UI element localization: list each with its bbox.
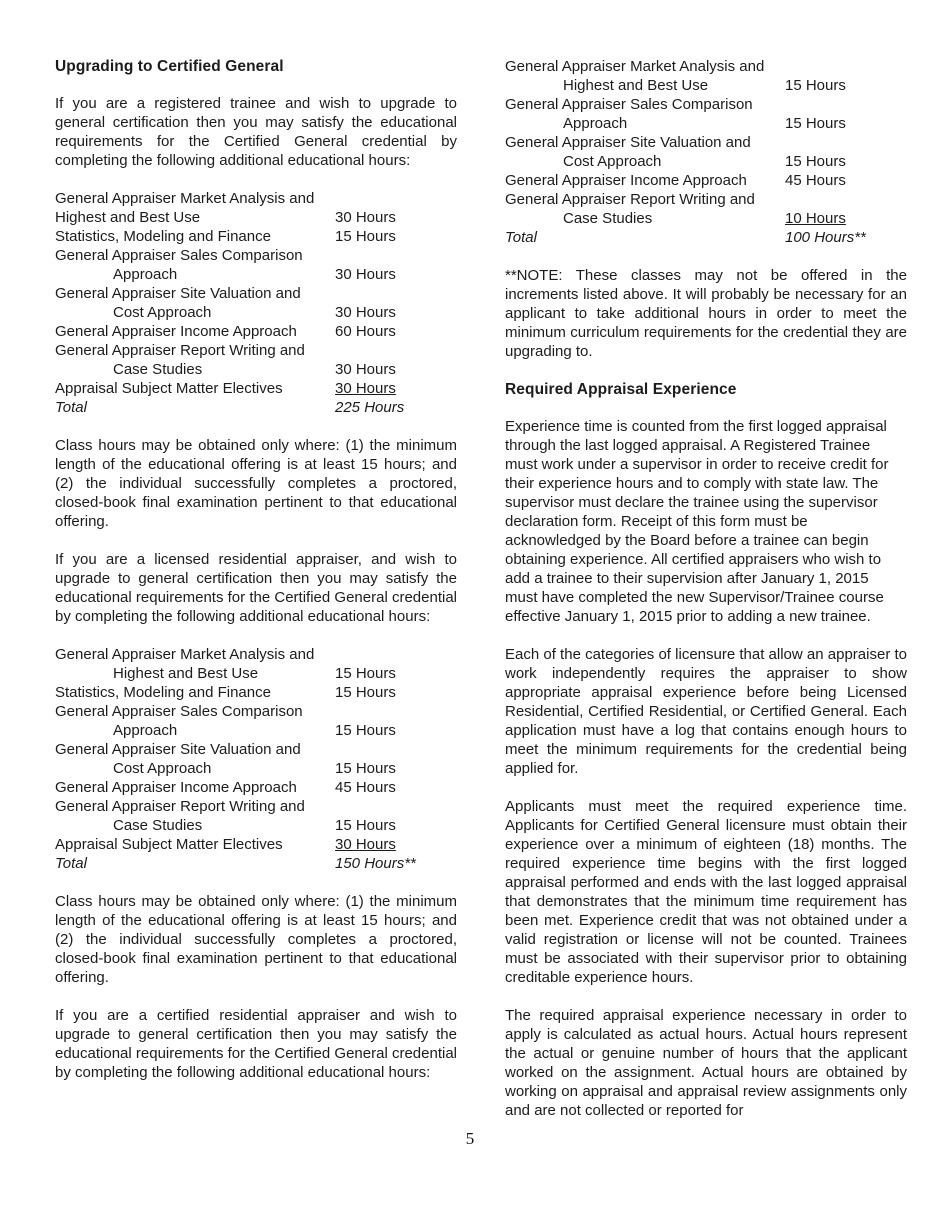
course-label: General Appraiser Market Analysis and [505,58,765,75]
course-hours: 30 Hours [335,266,396,283]
hours-row [55,816,457,835]
course-label: General Appraiser Report Writing and [55,342,305,359]
course-label: Cost Approach [563,153,662,170]
course-hours: 60 Hours [335,323,396,340]
course-hours: 15 Hours [335,817,396,834]
course-hours: 15 Hours [335,665,396,682]
hours-row [505,133,907,152]
hours-row [55,227,457,246]
hours-row [55,341,457,360]
course-hours: 30 Hours [335,380,396,397]
section-heading: Upgrading to Certified General [55,58,284,75]
body-paragraph: Class hours may be obtained only where: (1) the minimum length of the educational offering is at least 15 hours; and (2) the individual successfully completes a proctored, closed-book final examination pertinent to that educational offering. [55,437,457,530]
hours-row [55,208,457,227]
body-paragraph: Experience time is counted from the first logged appraisal through the last logged appraisal. A Registered Trainee must work under a supervisor in order to receive credit for their experience hours and to comply with state law. The supervisor must declare the trainee using the supervisor declaration form. Receipt of this form must be acknowledged by the Board before a trainee can begin obtaining experience. All certified appraisers who wish to add a trainee to their supervision after January 1, 2015 must have completed the new Supervisor/Trainee course effective January 1, 2015 prior to adding a new trainee. [505,418,889,625]
course-label: Highest and Best Use [563,77,709,94]
hours-row [55,683,457,702]
course-hours: 30 Hours [335,361,396,378]
course-label: Total [55,855,87,872]
hours-row [55,645,457,664]
hours-row [505,190,907,209]
hours-row [55,360,457,379]
hours-table [505,57,907,247]
course-label: Case Studies [113,361,203,378]
hours-row [55,398,457,417]
course-label: General Appraiser Market Analysis and [55,646,315,663]
hours-row [55,322,457,341]
hours-row [505,57,907,76]
body-paragraph: If you are a licensed residential appraiser, and wish to upgrade to general certification then you may satisfy the educational requirements for the Certified General credential by completing the following additional educational hours: [55,551,457,625]
course-label: Total [55,399,87,416]
page-number: 5 [465,1129,475,1148]
hours-row [55,664,457,683]
hours-row [505,209,907,228]
course-hours: 45 Hours [335,779,396,796]
hours-row [55,797,457,816]
hours-row [55,835,457,854]
course-label: General Appraiser Site Valuation and [505,134,751,151]
course-label: General Appraiser Sales Comparison [55,247,303,264]
course-label: General Appraiser Sales Comparison [55,703,303,720]
course-hours: 15 Hours [335,722,396,739]
course-hours: 45 Hours [785,172,846,189]
hours-table [55,645,457,873]
hours-row [55,759,457,778]
hours-row [55,284,457,303]
course-hours: 150 Hours** [335,855,416,872]
course-label: General Appraiser Income Approach [55,323,297,340]
course-hours: 225 Hours [335,399,405,416]
course-hours: 30 Hours [335,304,396,321]
course-label: General Appraiser Sales Comparison [505,96,753,113]
course-label: Case Studies [113,817,203,834]
course-hours: 30 Hours [335,836,396,853]
course-label: General Appraiser Site Valuation and [55,741,301,758]
course-label: Statistics, Modeling and Finance [55,684,271,701]
course-label: General Appraiser Site Valuation and [55,285,301,302]
course-hours: 15 Hours [335,760,396,777]
course-label: Highest and Best Use [113,665,259,682]
hours-row [55,721,457,740]
body-paragraph: Applicants must meet the required experience time. Applicants for Certified General licensure must obtain their experience over a minimum of eighteen (18) months. The required experience time begins with the first logged appraisal performed and ends with the last logged appraisal that demonstrates that the minimum time requirement has been met. Experience credit that was not obtained under a valid registration or license will not be counted. Trainees must be associated with their supervisor prior to obtaining creditable experience hours. [505,798,907,986]
hours-row [505,114,907,133]
hours-row [55,379,457,398]
left-column [55,57,457,1101]
course-label: General Appraiser Report Writing and [55,798,305,815]
hours-row [55,854,457,873]
course-label: General Appraiser Report Writing and [505,191,755,208]
course-hours: 100 Hours** [785,229,866,246]
course-label: Appraisal Subject Matter Electives [55,836,283,853]
course-hours: 15 Hours [785,153,846,170]
section-heading: Required Appraisal Experience [505,381,737,398]
course-label: Case Studies [563,210,653,227]
body-paragraph: Class hours may be obtained only where: (1) the minimum length of the educational offering is at least 15 hours; and (2) the individual successfully completes a proctored, closed-book final examination pertinent to that educational offering. [55,893,457,986]
course-label: Approach [113,722,178,739]
course-label: General Appraiser Income Approach [55,779,297,796]
course-label: Approach [113,266,178,283]
course-hours: 30 Hours [335,209,396,226]
hours-row [55,189,457,208]
hours-row [505,152,907,171]
hours-table [55,189,457,417]
course-label: Highest and Best Use [55,209,201,226]
course-hours: 15 Hours [785,77,846,94]
course-label: Cost Approach [113,304,212,321]
course-label: Approach [563,115,628,132]
hours-row [55,246,457,265]
hours-row [505,76,907,95]
hours-row [505,95,907,114]
hours-row [55,303,457,322]
body-paragraph: **NOTE: These classes may not be offered in the increments listed above. It will probably be necessary for an applicant to take additional hours in order to meet the minimum curriculum requirements for the credential they are upgrading to. [505,267,907,360]
hours-row [505,228,907,247]
hours-row [505,171,907,190]
hours-row [55,740,457,759]
right-column [505,57,907,1139]
body-paragraph: If you are a registered trainee and wish to upgrade to general certification then you may satisfy the educational requirements for the Certified General credential by completing the following additional educational hours: [55,95,457,169]
hours-row [55,265,457,284]
course-label: Total [505,229,537,246]
course-hours: 15 Hours [335,684,396,701]
body-paragraph: The required appraisal experience necessary in order to apply is calculated as actual hours. Actual hours represent the actual or genuine number of hours that the applicant worked on the assignment. Actual hours are obtained by working on appraisal and appraisal review assignments only and are not collected or reported for [505,1007,907,1119]
course-label: Cost Approach [113,760,212,777]
body-paragraph: If you are a certified residential appraiser and wish to upgrade to general certification then you may satisfy the educational requirements for the Certified General credential by completing the following additional educational hours: [55,1007,457,1081]
course-label: General Appraiser Market Analysis and [55,190,315,207]
course-label: Appraisal Subject Matter Electives [55,380,283,397]
course-hours: 15 Hours [785,115,846,132]
course-hours: 15 Hours [335,228,396,245]
hours-row [55,778,457,797]
course-label: General Appraiser Income Approach [505,172,747,189]
course-label: Statistics, Modeling and Finance [55,228,271,245]
hours-row [55,702,457,721]
body-paragraph: Each of the categories of licensure that allow an appraiser to work independently requires the appraiser to show appropriate appraisal experience before being Licensed Residential, Certified Residential, or Certified General. Each application must have a log that contains enough hours to meet the minimum requirements for the credential being applied for. [505,646,907,777]
course-hours: 10 Hours [785,210,846,227]
